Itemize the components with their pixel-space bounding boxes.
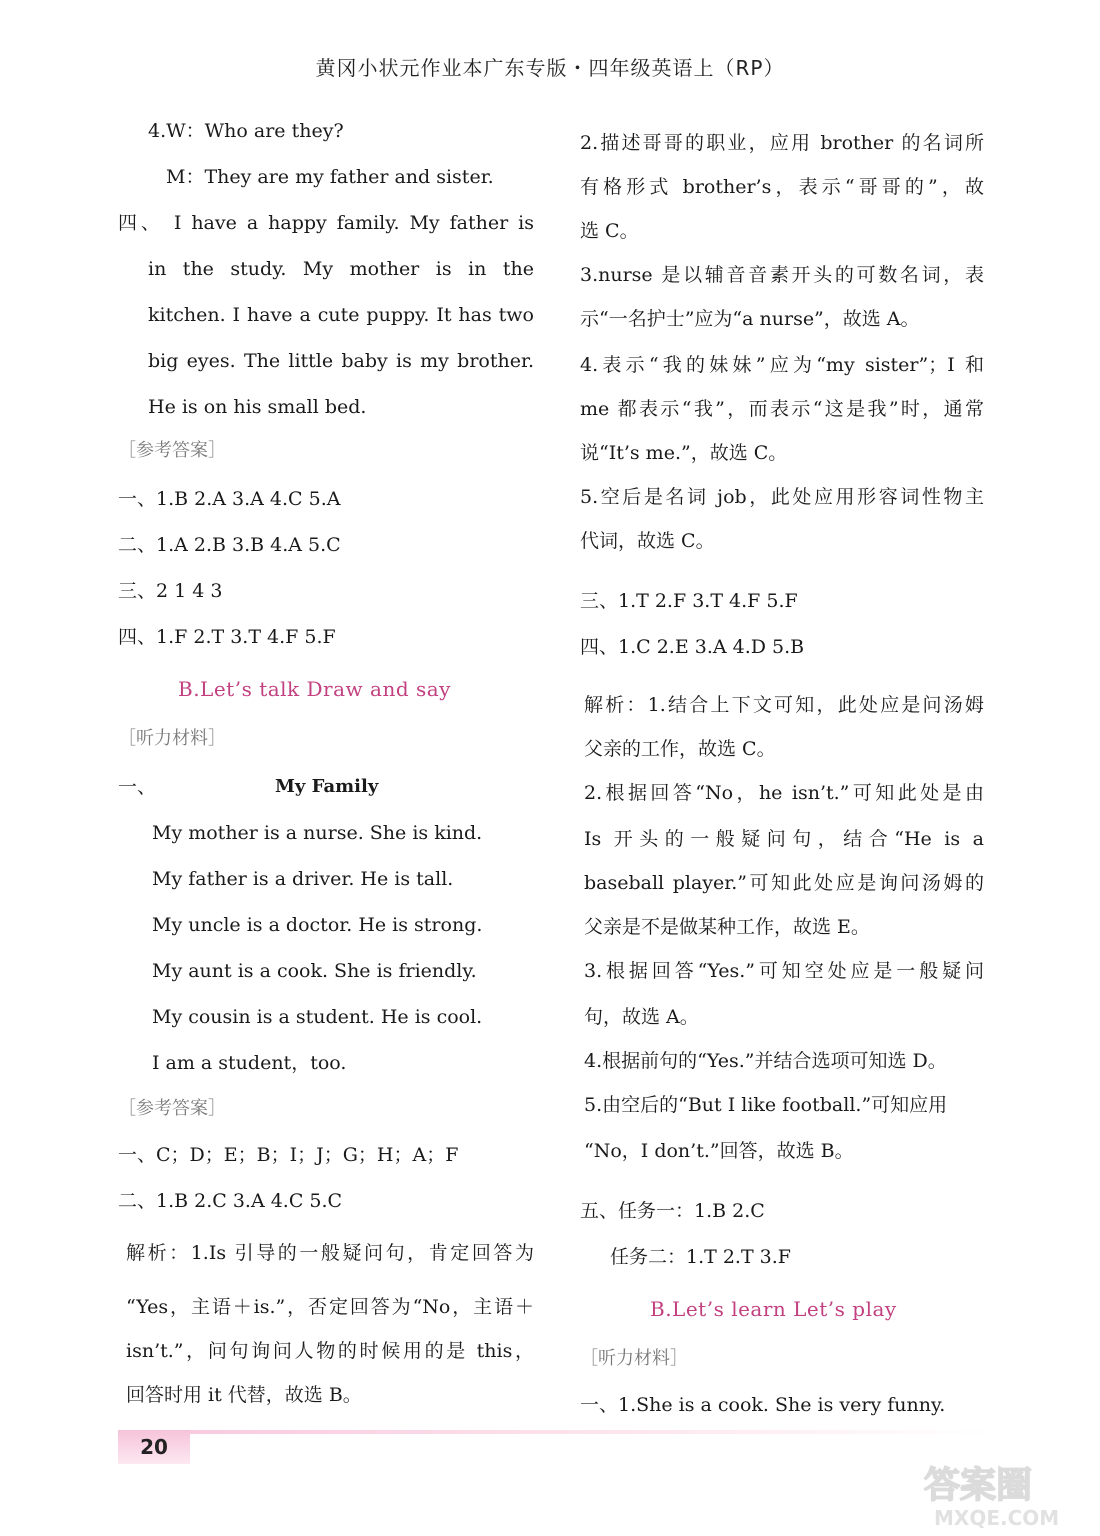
explanation-line: me 都表示“我”，而表示“这是我”时，通常 [580, 398, 984, 420]
answer-line: 三、1.T 2.F 3.T 4.F 5.F [580, 590, 798, 612]
page-number: 20 [118, 1430, 190, 1464]
answer-line: 二、1.B 2.C 3.A 4.C 5.C [118, 1190, 343, 1212]
watermark-logo [920, 1455, 1070, 1531]
watermark-url-text: MXQE.COM [934, 1506, 1060, 1530]
explanation-line: 回答时用 it 代替，故选 B。 [126, 1384, 362, 1406]
explanation-line: 2.描述哥哥的职业，应用 brother 的名词所 [580, 132, 984, 154]
explanation-line: 5.由空后的“But I like football.”可知应用 [584, 1094, 948, 1116]
explanation-line: baseball player.”可知此处应是询问汤姆的 [584, 872, 984, 894]
explanation-line: 有格形式 brother’s，表示“哥哥的”，故 [580, 176, 984, 198]
passage-line: I am a student，too. [152, 1052, 347, 1074]
page-header: 黄冈小状元作业本广东专版・四年级英语上（RP） [315, 56, 785, 80]
passage-line: He is on his small bed. [148, 396, 367, 418]
watermark-logo-text: 答案圈 [924, 1465, 1033, 1506]
passage-line: My mother is a nurse. She is kind. [152, 822, 483, 844]
explanation-line: Is 开头的一般疑问句，结合“He is a [584, 828, 984, 850]
explanation-line: isn’t.”，问句询问人物的时候用的是 this， [126, 1340, 534, 1362]
explanation-line: 3.nurse 是以辅音音素开头的可数名词，表 [580, 264, 984, 286]
explanation-line: 选 C。 [580, 220, 639, 242]
question-number: 一、 [118, 776, 157, 798]
passage-line: 四、 I have a happy family. My father is [118, 212, 534, 234]
explanation-line: 父亲是不是做某种工作，故选 E。 [584, 916, 870, 938]
passage-line: My aunt is a cook. She is friendly. [152, 960, 477, 982]
passage-line: My uncle is a doctor. He is strong. [152, 914, 483, 936]
section-heading: B.Let’s talk Draw and say [178, 677, 451, 701]
listening-line: 一、1.She is a cook. She is very funny. [580, 1394, 946, 1416]
section-heading: B.Let’s learn Let’s play [650, 1297, 897, 1321]
answer-line: 一、1.B 2.A 3.A 4.C 5.A [118, 488, 341, 510]
answer-key-tag: ［参考答案］ [118, 440, 226, 461]
explanation-line: 解析：1.结合上下文可知，此处应是问汤姆 [584, 694, 984, 716]
explanation-line: 4.根据前句的“Yes.”并结合选项可知选 D。 [584, 1050, 947, 1072]
passage-line: kitchen. I have a cute puppy. It has two [148, 304, 534, 326]
passage-line: My cousin is a student. He is cool. [152, 1006, 483, 1028]
explanation-line: 父亲的工作，故选 C。 [584, 738, 776, 760]
explanation-line: 解析：1.Is 引导的一般疑问句，肯定回答为 [126, 1242, 534, 1264]
explanation-line: 3.根据回答“Yes.”可知空处应是一般疑问 [584, 960, 984, 982]
passage-line: big eyes. The little baby is my brother. [148, 350, 534, 372]
answer-line: 一、C；D；E；B；I；J；G；H；A；F [118, 1144, 459, 1166]
explanation-line: 说“It’s me.”，故选 C。 [580, 442, 788, 464]
explanation-line: 代词，故选 C。 [580, 530, 715, 552]
explanation-line: “No，I don’t.”回答，故选 B。 [584, 1140, 854, 1162]
answer-line: 五、任务一：1.B 2.C [580, 1200, 765, 1222]
explanation-line: “Yes，主语＋is.”，否定回答为“No，主语＋ [126, 1296, 534, 1318]
answer-line: 任务二：1.T 2.T 3.F [610, 1246, 791, 1268]
explanation-line: 示“一名护士”应为“a nurse”，故选 A。 [580, 308, 920, 330]
answer-line: 三、2 1 4 3 [118, 580, 223, 602]
passage-line: in the study. My mother is in the [148, 258, 534, 280]
passage-line: My father is a driver. He is tall. [152, 868, 454, 890]
explanation-line: 句，故选 A。 [584, 1006, 699, 1028]
explanation-line: 5.空后是名词 job，此处应用形容词性物主 [580, 486, 984, 508]
dialogue-line: M：They are my father and sister. [166, 166, 494, 188]
explanation-line: 2.根据回答“No，he isn’t.”可知此处是由 [584, 782, 984, 804]
listening-material-tag: ［听力材料］ [580, 1348, 688, 1369]
footer-divider [118, 1430, 990, 1434]
answer-line: 四、1.C 2.E 3.A 4.D 5.B [580, 636, 805, 658]
listening-material-tag: ［听力材料］ [118, 728, 226, 749]
passage-title: My Family [275, 776, 379, 797]
answer-key-tag: ［参考答案］ [118, 1098, 226, 1119]
answer-line: 二、1.A 2.B 3.B 4.A 5.C [118, 534, 341, 556]
explanation-line: 4.表示“我的妹妹”应为“my sister”；I 和 [580, 354, 984, 376]
answer-line: 四、1.F 2.T 3.T 4.F 5.F [118, 626, 336, 648]
dialogue-line: 4.W：Who are they? [148, 120, 344, 142]
